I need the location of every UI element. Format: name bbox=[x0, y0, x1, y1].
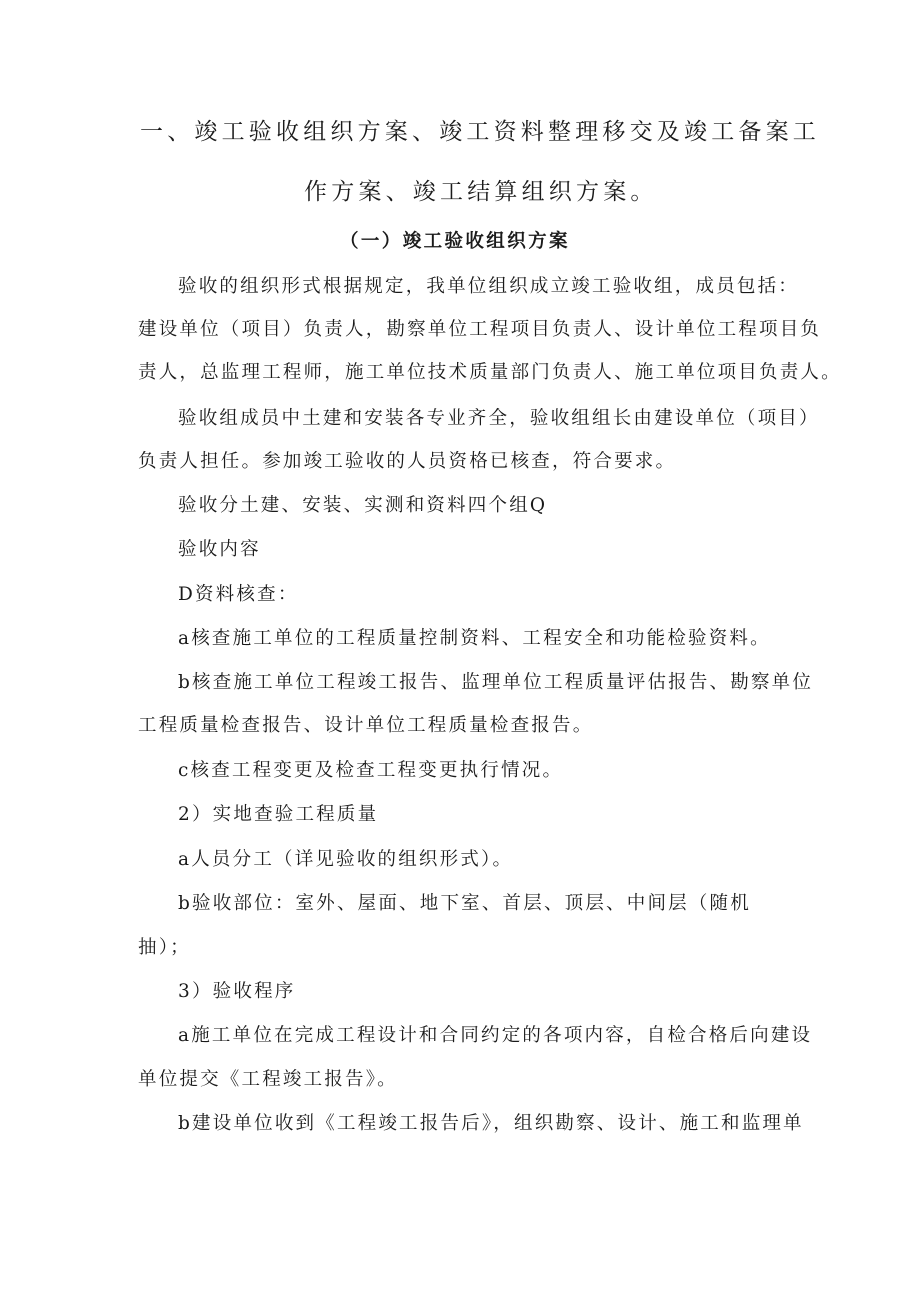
paragraph-line: b验收部位：室外、屋面、地下室、首层、顶层、中间层（随机 bbox=[178, 893, 751, 914]
paragraph-line: a施工单位在完成工程设计和合同约定的各项内容，自检合格后向建设 bbox=[178, 1025, 813, 1046]
paragraph-line: 责人，总监理工程师，施工单位技术质量部门负责人、施工单位项目负责人。 bbox=[138, 362, 842, 383]
paragraph-line: 抽）； bbox=[138, 937, 191, 958]
paragraph-line: 3）验收程序 bbox=[178, 981, 296, 1002]
paragraph-line: 单位提交《工程竣工报告》。 bbox=[138, 1069, 398, 1090]
paragraph-line: 验收内容 bbox=[178, 539, 261, 560]
paragraph-line: 负责人担任。参加竣工验收的人员资格已核查，符合要求。 bbox=[138, 451, 677, 472]
section-heading: （一）竣工验收组织方案 bbox=[340, 231, 570, 252]
paragraph-line: 验收组成员中土建和安装各专业齐全，验收组组长由建设单位（项目） bbox=[178, 408, 820, 429]
paragraph-line: 工程质量检查报告、设计单位工程质量检查报告。 bbox=[138, 715, 594, 736]
document-title-line-1: 一、竣工验收组织方案、竣工资料整理移交及竣工备案工 bbox=[140, 119, 820, 145]
paragraph-line: a核查施工单位的工程质量控制资料、工程安全和功能检验资料。 bbox=[178, 628, 771, 649]
paragraph-line: 建设单位（项目）负责人，勘察单位工程项目负责人、设计单位工程项目负 bbox=[138, 319, 822, 340]
paragraph-line: 验收的组织形式根据规定，我单位组织成立竣工验收组，成员包括： bbox=[178, 276, 800, 297]
paragraph-line: b核查施工单位工程竣工报告、监理单位工程质量评估报告、勘察单位 bbox=[178, 672, 814, 693]
paragraph-line: c核查工程变更及检查工程变更执行情况。 bbox=[178, 760, 564, 781]
document-title-line-2: 作方案、竣工结算组织方案。 bbox=[304, 179, 658, 205]
paragraph-line: 2）实地查验工程质量 bbox=[178, 804, 379, 825]
paragraph-line: D资料核查： bbox=[178, 584, 299, 605]
paragraph-line: b建设单位收到《工程竣工报告后》，组织勘察、设计、施工和监理单 bbox=[178, 1113, 804, 1134]
paragraph-line: 验收分土建、安装、实测和资料四个组Q bbox=[178, 495, 548, 516]
paragraph-line: a人员分工（详见验收的组织形式）。 bbox=[178, 849, 514, 870]
